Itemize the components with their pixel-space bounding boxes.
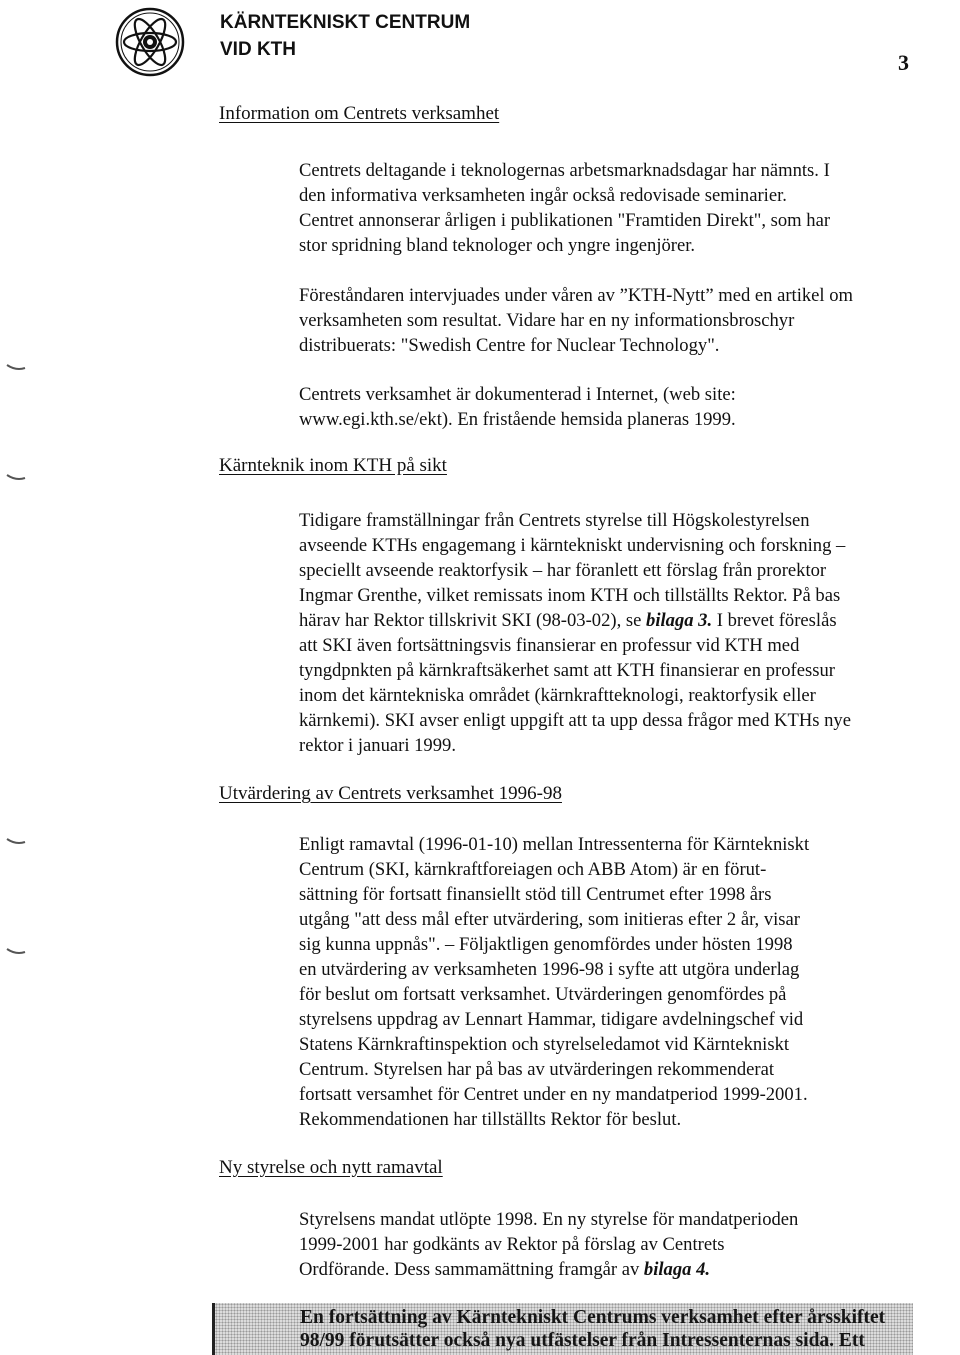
section-heading-information: Information om Centrets verksamhet bbox=[219, 103, 500, 124]
page-number: 3 bbox=[898, 50, 909, 75]
organization-name bbox=[220, 9, 470, 63]
paragraph bbox=[299, 832, 959, 1132]
text-line: Centrets deltagande i teknologernas arbetsmarknadsdagar har nämnts. I bbox=[299, 160, 830, 181]
margin-mark-icon bbox=[6, 472, 26, 482]
appendix-reference: bilaga 3. bbox=[646, 610, 713, 631]
paragraph bbox=[299, 158, 959, 258]
margin-mark-icon bbox=[6, 362, 26, 372]
text-line: Centrets verksamhet är dokumenterad i Internet, (web site: bbox=[299, 384, 736, 405]
margin-mark-icon bbox=[6, 946, 26, 956]
text-line: avseende KTHs engagemang i kärntekniskt undervisning och forskning – bbox=[299, 535, 846, 556]
text-line: 1999-2001 har godkänts av Rektor på förslag av Centrets bbox=[299, 1234, 725, 1255]
text-line: att SKI även fortsättningsvis finansierar en professur vid KTH med bbox=[299, 635, 800, 656]
text-segment: I brevet föreslås bbox=[712, 610, 837, 631]
paragraph bbox=[299, 382, 959, 432]
text-line bbox=[299, 1257, 959, 1282]
text-line: Tidigare framställningar från Centrets styrelse till Högskolestyrelsen bbox=[299, 510, 810, 531]
text-line: Ingmar Grenthe, vilket remissats inom KTH och tillställts Rektor. På bas bbox=[299, 585, 841, 606]
text-line: Centret annonserar årligen i publikationen "Framtiden Direkt", som har bbox=[299, 210, 831, 231]
atom-emblem-icon bbox=[112, 4, 188, 80]
text-line: Styrelsens mandat utlöpte 1998. En ny styrelse för mandatperioden bbox=[299, 1209, 799, 1230]
section-heading-karnteknik: Kärnteknik inom KTH på sikt bbox=[219, 455, 447, 476]
section-heading-utvardering: Utvärdering av Centrets verksamhet 1996-98 bbox=[219, 783, 562, 804]
text-line: utgång "att dess mål efter utvärdering, som initieras efter 2 år, visar bbox=[299, 909, 800, 930]
paragraph bbox=[299, 283, 959, 358]
paragraph bbox=[299, 508, 959, 758]
text-line: stor spridning bland teknologer och yngre ingenjörer. bbox=[299, 235, 696, 256]
text-line: den informativa verksamheten ingår också redovisade seminarier. bbox=[299, 185, 787, 206]
text-line: www.egi.kth.se/ekt). En fristående hemsida planeras 1999. bbox=[299, 409, 736, 430]
text-line: kärnkemi). SKI avser enligt uppgift att ta upp dessa frågor med KTHs nye bbox=[299, 710, 851, 731]
text-line: sättning för fortsatt finansiellt stöd till Centrumet efter 1998 års bbox=[299, 884, 772, 905]
margin-mark-icon bbox=[6, 836, 26, 846]
text-line: styrelsens uppdrag av Lennart Hammar, tidigare avdelningschef vid bbox=[299, 1009, 804, 1030]
highlighted-note-box bbox=[212, 1303, 913, 1355]
text-line: speciellt avseende reaktorfysik – har föranlett ett förslag från prorektor bbox=[299, 560, 827, 581]
text-line: Statens Kärnkraftinspektion och styrelseledamot vid Kärntekniskt bbox=[299, 1034, 790, 1055]
text-line: tyngdpnkten på kärnkraftsäkerhet samt att KTH finansierar en professur bbox=[299, 660, 835, 681]
appendix-reference: bilaga 4. bbox=[643, 1259, 711, 1280]
text-line: inom det kärntekniska området (kärnkraftteknologi, reaktorfysik eller bbox=[299, 685, 816, 706]
text-segment: härav har Rektor tillskrivit SKI (98-03-02), se bbox=[299, 610, 647, 631]
paragraph bbox=[299, 1207, 959, 1282]
text-line: distribuerats: "Swedish Centre for Nuclear Technology". bbox=[299, 335, 720, 356]
text-line: en utvärdering av verksamheten 1996-98 i syfte att utgöra underlag bbox=[299, 959, 800, 980]
text-line: rektor i januari 1999. bbox=[299, 735, 456, 756]
text-line: verksamheten som resultat. Vidare har en ny informationsbroschyr bbox=[299, 310, 795, 331]
org-line-2: VID KTH bbox=[220, 39, 296, 60]
text-line: Centrum (SKI, kärnkraftforeiagen och ABB Atom) är en förut- bbox=[299, 859, 767, 880]
section-heading-ny-styrelse: Ny styrelse och nytt ramavtal bbox=[219, 1157, 443, 1178]
text-line: sig kunna uppnås". – Följaktligen genomfördes under hösten 1998 bbox=[299, 934, 793, 955]
text-line: Centrum. Styrelsen har på bas av utvärderingen rekommenderat bbox=[299, 1059, 775, 1080]
text-line: Föreståndaren intervjuades under våren av ”KTH-Nytt” med en artikel om bbox=[299, 285, 853, 306]
text-line bbox=[299, 608, 959, 633]
banner-line-2: 98/99 förutsätter också nya utfästelser från Intressenternas sida. Ett bbox=[300, 1330, 865, 1351]
org-line-1: KÄRNTEKNISKT CENTRUM bbox=[220, 12, 471, 33]
text-line: för beslut om fortsatt verksamhet. Utvärderingen genomfördes på bbox=[299, 984, 787, 1005]
text-line: Rekommendationen har tillställts Rektor för beslut. bbox=[299, 1109, 682, 1130]
text-line: fortsatt versamhet för Centret under en ny mandatperiod 1999-2001. bbox=[299, 1084, 808, 1105]
banner-line-1: En fortsättning av Kärntekniskt Centrums verksamhet efter årsskiftet bbox=[300, 1307, 886, 1328]
text-segment: Ordförande. Dess sammamättning framgår av bbox=[299, 1259, 644, 1280]
text-line: Enligt ramavtal (1996-01-10) mellan Intressenterna för Kärntekniskt bbox=[299, 834, 810, 855]
